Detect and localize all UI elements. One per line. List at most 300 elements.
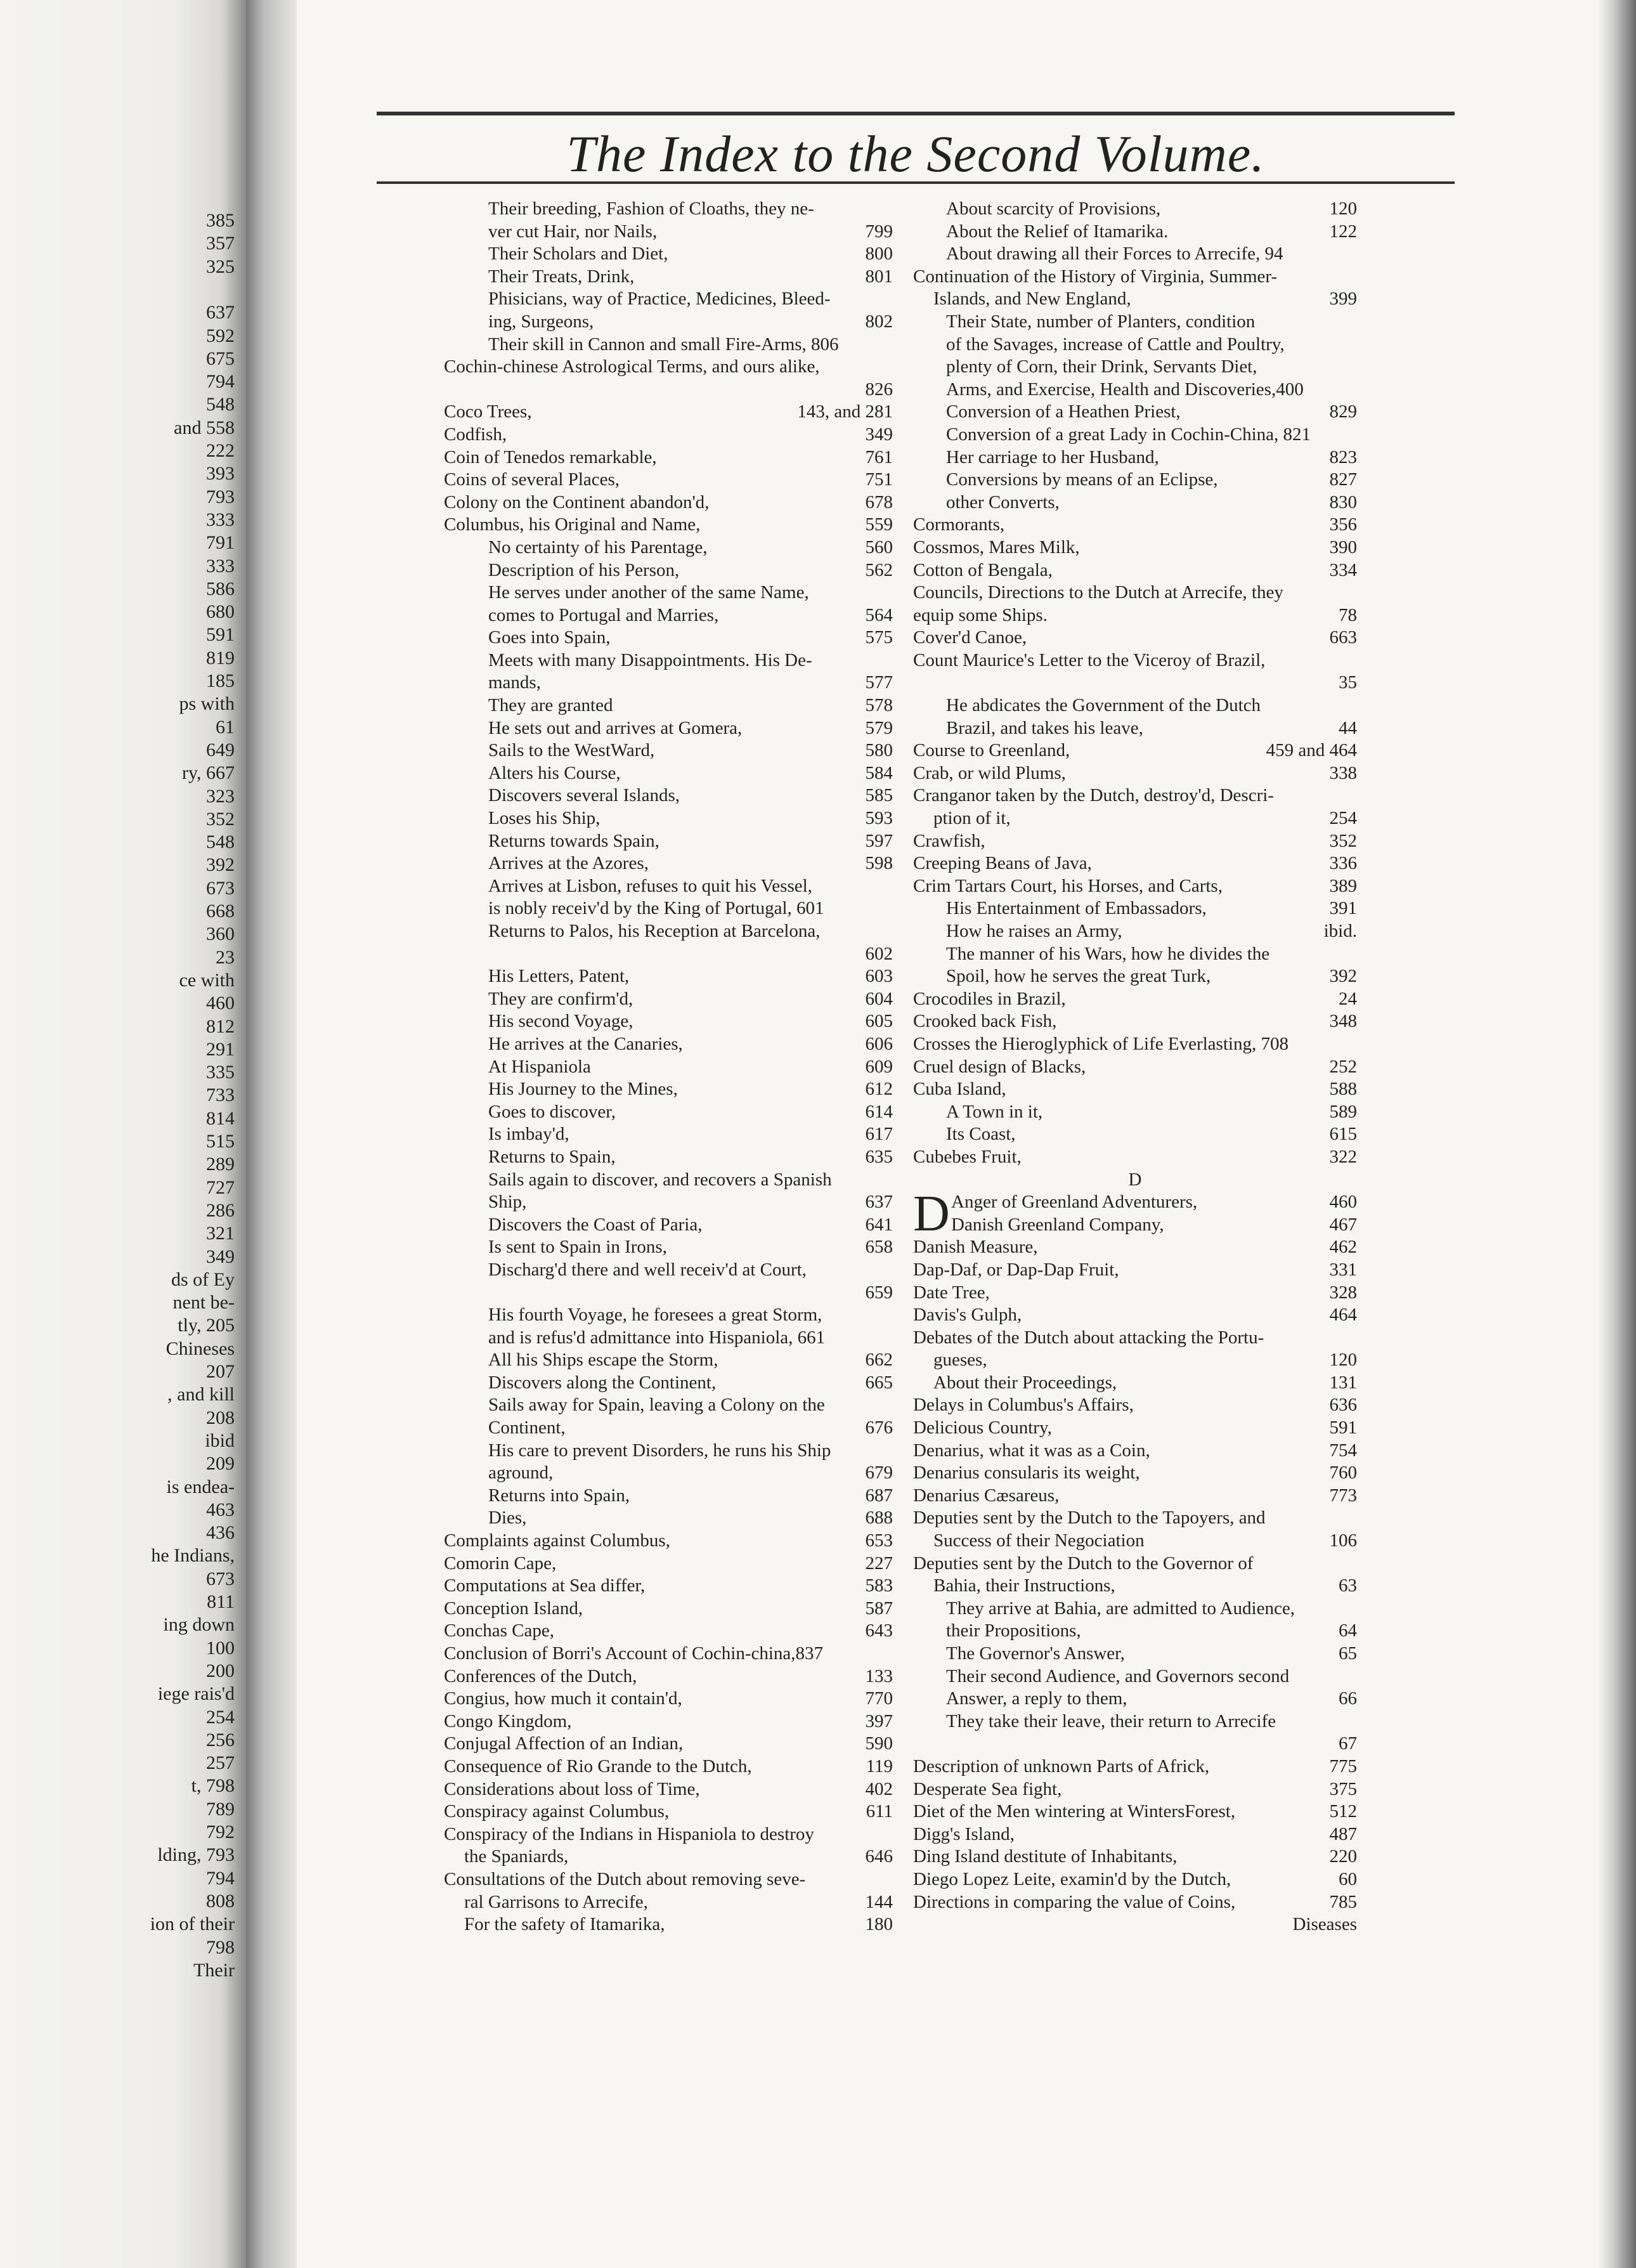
left-page-line: 675 <box>206 348 235 369</box>
left-page-line: 333 <box>206 555 235 577</box>
index-entry <box>444 1214 893 1237</box>
index-entry-text: Answer, a reply to them, <box>946 1688 1127 1709</box>
index-entry-text: Ship, <box>488 1192 527 1213</box>
index-entry <box>444 537 893 559</box>
index-entry-text: His Entertainment of Embassadors, <box>946 898 1207 919</box>
index-page-number: 801 <box>865 266 893 287</box>
index-entry <box>444 694 893 717</box>
index-entry <box>913 446 1357 469</box>
left-page-line: 321 <box>206 1223 235 1244</box>
index-entry <box>444 785 893 807</box>
index-entry <box>444 1598 893 1620</box>
index-entry-text: He arrives at the Canaries, <box>488 1033 683 1054</box>
index-entry <box>913 1214 1357 1237</box>
index-entry <box>444 897 893 920</box>
index-entry-text: He sets out and arrives at Gomera, <box>488 717 743 738</box>
index-page-number: 597 <box>865 830 893 851</box>
index-entry-text: Dap-Daf, or Dap-Dap Fruit, <box>913 1259 1119 1280</box>
left-page-line: iege rais'd <box>157 1683 235 1705</box>
index-page-number: 559 <box>865 514 893 535</box>
index-page-number: 331 <box>1329 1259 1357 1280</box>
index-entry-text: No certainty of his Parentage, <box>488 537 708 557</box>
index-entry <box>913 1778 1357 1801</box>
index-entry <box>913 807 1357 830</box>
left-page-line: 794 <box>206 371 235 393</box>
index-page-number: 252 <box>1329 1056 1357 1077</box>
index-page-number: 580 <box>865 740 893 761</box>
index-page-number: 133 <box>865 1665 893 1686</box>
index-entry-text: Their skill in Cannon and small Fire-Arms, 806 <box>488 334 839 355</box>
left-page-line: ps with <box>179 693 235 715</box>
index-page-number: 612 <box>865 1079 893 1100</box>
index-entry <box>444 1868 893 1891</box>
left-page-line: ion of their <box>150 1913 235 1935</box>
index-page-number: 646 <box>865 1846 893 1867</box>
index-entry <box>913 401 1357 424</box>
index-entry-text: Cover'd Canoe, <box>913 627 1027 648</box>
index-entry-text: Date Tree, <box>913 1282 990 1303</box>
index-entry <box>444 988 893 1011</box>
index-entry <box>913 514 1357 537</box>
index-entry <box>913 221 1357 244</box>
index-entry-text: Ding Island destitute of Inhabitants, <box>913 1846 1178 1867</box>
index-page-number: 122 <box>1329 221 1357 242</box>
index-entry <box>444 514 893 537</box>
index-page-number: 653 <box>865 1530 893 1551</box>
index-entry-text: Description of his Person, <box>488 559 680 580</box>
index-entry <box>913 762 1357 785</box>
index-page-number: 220 <box>1329 1846 1357 1867</box>
index-entry <box>913 1056 1357 1079</box>
index-entry-text: Description of unknown Parts of Africk, <box>913 1756 1210 1776</box>
index-entry-text: His Letters, Patent, <box>488 966 630 987</box>
index-entry <box>444 965 893 988</box>
index-page-number: 35 <box>1339 672 1357 693</box>
index-entry <box>444 740 893 762</box>
left-page-line: 819 <box>206 647 235 668</box>
left-page-line: 811 <box>207 1591 235 1612</box>
index-entry-text: Their breeding, Fashion of Cloaths, they ne- <box>488 199 814 219</box>
index-entry-text: Alters his Course, <box>488 762 621 783</box>
index-entry-text: Spoil, how he serves the great Turk, <box>946 966 1211 987</box>
left-page-line: tly, 205 <box>178 1315 235 1336</box>
index-entry <box>444 807 893 830</box>
index-page-number: 662 <box>865 1350 893 1371</box>
index-page-number: 588 <box>1329 1079 1357 1100</box>
index-page-number: 60 <box>1339 1868 1357 1889</box>
index-entry <box>444 1440 893 1463</box>
index-page-number: 397 <box>865 1711 893 1731</box>
index-entry <box>444 672 893 694</box>
left-page-line: 680 <box>206 601 235 623</box>
index-page-number: 338 <box>1329 762 1357 783</box>
index-entry <box>444 334 893 356</box>
index-page-number: 590 <box>865 1733 893 1754</box>
index-page-number: 602 <box>865 943 893 964</box>
index-page-number: 180 <box>865 1914 893 1935</box>
index-entry-text: Considerations about loss of Time, <box>444 1778 700 1799</box>
index-page-number: 65 <box>1339 1643 1357 1664</box>
index-entry <box>913 875 1357 898</box>
index-entry <box>444 559 893 582</box>
index-page-number: 665 <box>865 1372 893 1393</box>
index-page-number: 754 <box>1329 1440 1357 1461</box>
index-entry-text: Congius, how much it contain'd, <box>444 1688 682 1709</box>
index-entry <box>444 1891 893 1914</box>
index-entry-text: Arrives at Lisbon, refuses to quit his Vessel, <box>488 875 812 896</box>
index-entry <box>444 221 893 244</box>
index-page-number: 143, and 281 <box>797 401 893 422</box>
index-entry-text: Codfish, <box>444 424 507 445</box>
index-entry-text: Course to Greenland, <box>913 740 1070 761</box>
index-page-number: 604 <box>865 988 893 1009</box>
index-entry-text: Returns towards Spain, <box>488 830 659 851</box>
index-entry-text: The Governor's Answer, <box>946 1643 1125 1664</box>
index-entry <box>913 559 1357 582</box>
index-entry <box>444 1123 893 1146</box>
index-entry <box>444 1394 893 1417</box>
index-entry-text: Her carriage to her Husband, <box>946 446 1159 467</box>
index-entry-text: Consultations of the Dutch about removing seve- <box>444 1868 806 1889</box>
left-page-line <box>0 278 235 301</box>
index-column-left <box>444 198 893 1936</box>
index-page-number: 785 <box>1329 1891 1357 1912</box>
left-page-line: 323 <box>206 785 235 807</box>
index-page-number: 399 <box>1329 289 1357 310</box>
index-entry <box>913 1846 1357 1868</box>
index-entry <box>444 920 893 943</box>
index-page-number: 611 <box>866 1801 893 1822</box>
index-entry-text: Arms, and Exercise, Health and Discoveries,400 <box>946 379 1304 400</box>
index-entry-text: They take their leave, their return to Arrecife <box>946 1711 1276 1731</box>
index-entry <box>913 266 1357 289</box>
index-entry <box>444 469 893 492</box>
index-entry <box>913 1394 1357 1417</box>
index-entry-text: Comorin Cape, <box>444 1553 557 1574</box>
left-page-line: ing down <box>163 1614 235 1636</box>
left-page-line: 352 <box>206 808 235 830</box>
index-entry <box>913 1327 1357 1350</box>
index-entry <box>913 1462 1357 1485</box>
index-entry <box>444 1327 893 1350</box>
index-entry <box>444 1846 893 1868</box>
index-entry <box>913 243 1357 266</box>
index-entry <box>444 604 893 627</box>
index-entry <box>913 1553 1357 1575</box>
index-entry-text: Coco Trees, <box>444 401 532 422</box>
index-entry-text: Conversions by means of an Eclipse, <box>946 469 1218 490</box>
left-page-line: 548 <box>206 831 235 853</box>
index-entry-text: Their Treats, Drink, <box>488 266 635 287</box>
index-entry-text: Discharg'd there and well receiv'd at Court, <box>488 1259 807 1280</box>
index-page-number: 120 <box>1329 1350 1357 1371</box>
index-page-number: 462 <box>1329 1237 1357 1258</box>
index-entry <box>444 288 893 311</box>
index-entry-text: Returns to Spain, <box>488 1146 616 1167</box>
left-page-line: 727 <box>206 1176 235 1198</box>
index-entry <box>444 1033 893 1056</box>
index-entry-text: Cranganor taken by the Dutch, destroy'd, Descri- <box>913 785 1274 806</box>
index-entry-text: Cuba Island, <box>913 1079 1006 1100</box>
index-entry-text: Danish Measure, <box>913 1237 1038 1258</box>
left-page-line: 673 <box>206 1568 235 1589</box>
left-page-line: and 558 <box>174 417 235 438</box>
index-entry-text: About their Proceedings, <box>933 1372 1117 1393</box>
index-entry <box>913 1891 1357 1914</box>
left-page-line: 23 <box>216 946 235 968</box>
index-page-number: 356 <box>1329 514 1357 535</box>
index-entry-text: Coin of Tenedos remarkable, <box>444 446 657 467</box>
index-entry-text: All his Ships escape the Storm, <box>488 1350 718 1371</box>
index-entry-text: Conjugal Affection of an Indian, <box>444 1733 684 1754</box>
index-entry <box>913 1913 1357 1936</box>
left-page-line: 100 <box>206 1637 235 1659</box>
index-page-number: 106 <box>1329 1530 1357 1551</box>
left-page-line: Chineses <box>166 1338 235 1359</box>
index-page-number: 144 <box>865 1891 893 1912</box>
index-entry <box>444 1485 893 1508</box>
index-column-right <box>913 198 1357 1936</box>
index-entry-text: Success of their Negociation <box>933 1530 1145 1551</box>
index-page-number: 760 <box>1329 1463 1357 1483</box>
index-entry <box>444 379 893 401</box>
left-page-line: 793 <box>206 486 235 507</box>
index-entry <box>444 1530 893 1553</box>
index-entry-text: Digg's Island, <box>913 1823 1015 1844</box>
index-entry-text: Diet of the Men wintering at WintersForest, <box>913 1801 1236 1822</box>
index-page-number: 392 <box>1329 966 1357 987</box>
index-page-number: 120 <box>1329 199 1357 219</box>
index-entry-text: ing, Surgeons, <box>488 311 594 332</box>
index-page-number: 63 <box>1339 1575 1357 1596</box>
index-entry-text: Is sent to Spain in Irons, <box>488 1237 667 1258</box>
index-entry-text: Bahia, their Instructions, <box>933 1575 1115 1596</box>
left-page-line: 208 <box>206 1407 235 1428</box>
index-entry <box>913 1643 1357 1665</box>
index-entry-text: Loses his Ship, <box>488 808 601 829</box>
index-entry-text: Congo Kingdom, <box>444 1711 572 1731</box>
index-entry-text: plenty of Corn, their Drink, Servants Diet, <box>946 356 1257 377</box>
index-entry-text: Denarius, what it was as a Coin, <box>913 1440 1150 1461</box>
index-page-number: 643 <box>865 1620 893 1641</box>
left-page-line: 673 <box>206 877 235 899</box>
left-page-line: 808 <box>206 1890 235 1912</box>
index-entry <box>913 1868 1357 1891</box>
index-page-number: 598 <box>865 853 893 874</box>
index-entry-text: Delicious Country, <box>913 1418 1052 1438</box>
index-entry <box>444 266 893 289</box>
index-page-number: 348 <box>1329 1011 1357 1032</box>
left-page-line: ds of Ey <box>171 1268 235 1290</box>
index-page-number: ibid. <box>1323 921 1357 941</box>
index-entry-text: Deputies sent by the Dutch to the Tapoyers, and <box>913 1508 1266 1528</box>
index-entry-text: They are granted <box>488 695 613 716</box>
index-entry <box>444 582 893 604</box>
index-entry-text: Continuation of the History of Virginia, Summer- <box>913 266 1278 287</box>
index-entry-text: Crocodiles in Brazil, <box>913 988 1066 1009</box>
index-entry <box>444 649 893 672</box>
left-page-line: 385 <box>206 210 235 231</box>
index-entry <box>444 1349 893 1372</box>
index-entry <box>913 1101 1357 1124</box>
index-entry-text: His care to prevent Disorders, he runs his Ship <box>488 1440 831 1461</box>
index-entry <box>444 1191 893 1214</box>
left-page-line: 185 <box>206 670 235 691</box>
left-page-line: nent be- <box>172 1292 235 1313</box>
left-page-line: 289 <box>206 1154 235 1175</box>
index-entry-text: and is refus'd admittance into Hispaniola, 661 <box>488 1327 826 1348</box>
left-page-line: 200 <box>206 1660 235 1681</box>
index-entry <box>444 1778 893 1801</box>
left-page-line: 222 <box>206 440 235 461</box>
index-page-number: 391 <box>1329 898 1357 919</box>
index-entry-text: Islands, and New England, <box>933 289 1131 310</box>
left-page-line: 814 <box>206 1107 235 1129</box>
index-page-number: Diseases <box>1292 1914 1357 1935</box>
index-entry <box>444 1801 893 1823</box>
left-page-line: 548 <box>206 394 235 415</box>
index-entry <box>913 1078 1357 1101</box>
left-page-line: 392 <box>206 854 235 876</box>
index-entry-text: Meets with many Disappointments. His De- <box>488 649 812 670</box>
index-entry-text: Brazil, and takes his leave, <box>946 717 1143 738</box>
index-page-number: 585 <box>865 785 893 806</box>
left-page-line: , and kill <box>167 1384 235 1405</box>
index-entry-text: comes to Portugal and Marries, <box>488 604 719 625</box>
index-entry <box>444 1056 893 1079</box>
index-page-number: 609 <box>865 1056 893 1077</box>
index-page-number: 467 <box>1329 1214 1357 1235</box>
index-entry <box>444 1304 893 1327</box>
index-entry-text: ption of it, <box>933 808 1011 829</box>
index-page-number: 663 <box>1329 627 1357 648</box>
index-entry <box>913 627 1357 649</box>
index-entry <box>913 492 1357 514</box>
index-entry-text: ver cut Hair, nor Nails, <box>488 221 658 242</box>
index-entry-text: For the safety of Itamarika, <box>464 1914 665 1935</box>
index-entry <box>913 988 1357 1011</box>
index-entry <box>444 1101 893 1124</box>
index-entry <box>444 1078 893 1101</box>
index-entry <box>913 1530 1357 1553</box>
left-page-line: 254 <box>206 1706 235 1728</box>
index-entry <box>444 424 893 446</box>
index-entry <box>444 198 893 221</box>
index-page-number: 349 <box>865 424 893 445</box>
index-entry <box>444 1417 893 1440</box>
left-page-line: 591 <box>206 624 235 646</box>
index-page-number: 460 <box>1329 1192 1357 1213</box>
index-page-number: 615 <box>1329 1124 1357 1145</box>
index-entry <box>444 1733 893 1756</box>
index-entry <box>444 1711 893 1733</box>
index-entry <box>913 1417 1357 1440</box>
left-page-line: 515 <box>206 1131 235 1152</box>
index-entry <box>444 492 893 514</box>
index-entry <box>913 356 1357 379</box>
index-page-number: 687 <box>865 1485 893 1506</box>
index-entry <box>913 852 1357 875</box>
index-page-number: 679 <box>865 1463 893 1483</box>
index-entry <box>444 1688 893 1711</box>
section-letter: D <box>1128 1169 1142 1190</box>
index-entry-text: At Hispaniola <box>488 1056 591 1077</box>
index-page-number: 119 <box>866 1756 893 1776</box>
index-page-number: 659 <box>865 1282 893 1303</box>
index-page-number: 823 <box>1329 446 1357 467</box>
left-page-line: 325 <box>206 256 235 277</box>
left-page-line: ibid <box>205 1430 235 1451</box>
index-entry <box>913 1440 1357 1463</box>
index-entry <box>444 1553 893 1575</box>
index-page-number: 761 <box>865 446 893 467</box>
index-entry <box>913 1575 1357 1598</box>
index-entry-text: His Journey to the Mines, <box>488 1079 678 1100</box>
book-gutter <box>246 0 297 2268</box>
index-entry-text: Returns to Palos, his Reception at Barcelona, <box>488 921 821 941</box>
index-entry <box>913 1259 1357 1282</box>
index-entry <box>913 379 1357 401</box>
index-entry <box>444 1823 893 1846</box>
index-entry-text: Columbus, his Original and Name, <box>444 514 701 535</box>
index-entry <box>913 1146 1357 1169</box>
index-entry <box>444 1146 893 1169</box>
index-entry-text: Computations at Sea differ, <box>444 1575 646 1596</box>
index-entry <box>913 1372 1357 1395</box>
left-page-line: 207 <box>206 1361 235 1382</box>
index-entry-text: Its Coast, <box>946 1124 1016 1145</box>
left-page-line: 360 <box>206 923 235 945</box>
index-entry-text: Phisicians, way of Practice, Medicines, Bleed- <box>488 289 831 310</box>
left-page-line: 791 <box>206 532 235 554</box>
index-page-number: 593 <box>865 808 893 829</box>
index-entry-text: He serves under another of the same Name, <box>488 582 809 603</box>
index-entry-text: Count Maurice's Letter to the Viceroy of Brazil, <box>913 649 1266 670</box>
index-entry <box>444 1620 893 1643</box>
index-page-number: 830 <box>1329 492 1357 512</box>
left-page-line: 257 <box>206 1752 235 1774</box>
index-entry <box>913 830 1357 853</box>
index-page-number: 637 <box>865 1192 893 1213</box>
index-entry <box>444 875 893 898</box>
left-page-line: 792 <box>206 1822 235 1842</box>
index-entry <box>913 1349 1357 1372</box>
index-entry-text: Davis's Gulph, <box>913 1305 1022 1326</box>
index-page-number: 64 <box>1339 1620 1357 1641</box>
index-entry-text: How he raises an Army, <box>946 921 1122 941</box>
index-entry <box>444 1575 893 1598</box>
index-entry-text: Goes to discover, <box>488 1101 616 1122</box>
index-entry-text: ral Garrisons to Arrecife, <box>464 1891 648 1912</box>
left-page-line: 256 <box>206 1729 235 1750</box>
index-entry <box>913 424 1357 446</box>
index-entry-text: Crim Tartars Court, his Horses, and Carts, <box>913 875 1223 896</box>
index-page-number: 603 <box>865 966 893 987</box>
index-entry-text: Complaints against Columbus, <box>444 1530 670 1551</box>
index-entry-text: Cochin-chinese Astrological Terms, and ours alike, <box>444 356 820 377</box>
index-entry-text: Conclusion of Borri's Account of Cochin-china,837 <box>444 1643 824 1664</box>
index-entry <box>913 694 1357 717</box>
index-page-number: 800 <box>865 244 893 264</box>
index-page-number: 676 <box>865 1418 893 1438</box>
index-page-number: 775 <box>1329 1756 1357 1776</box>
index-entry <box>444 717 893 740</box>
index-entry <box>913 649 1357 672</box>
index-entry <box>444 446 893 469</box>
index-entry <box>913 672 1357 694</box>
left-page-line: t, 798 <box>191 1775 235 1797</box>
index-page-number: 577 <box>865 672 893 693</box>
